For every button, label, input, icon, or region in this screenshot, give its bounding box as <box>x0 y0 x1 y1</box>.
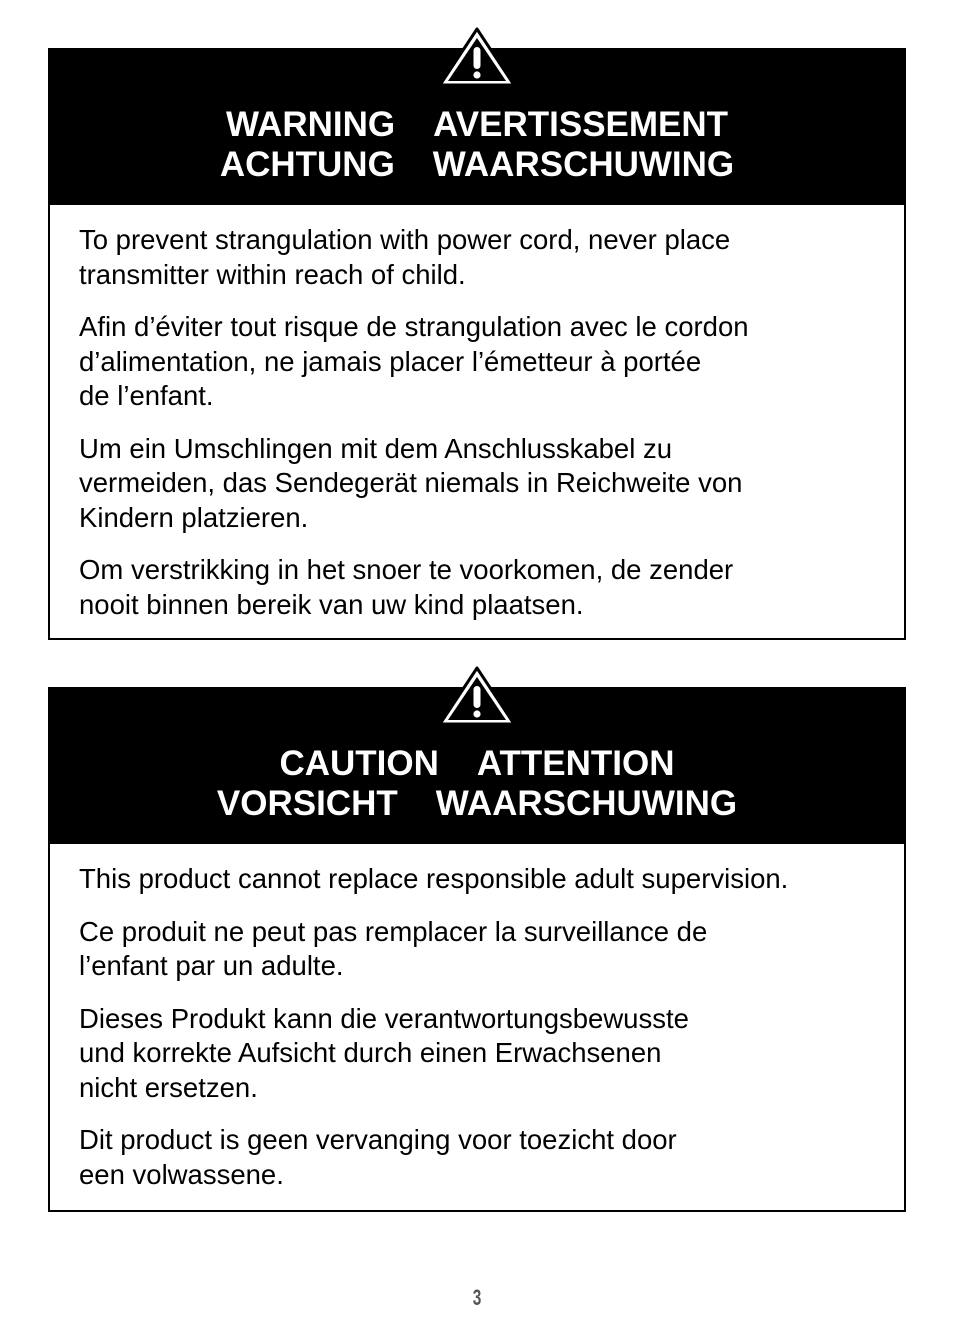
warning-box <box>48 48 906 640</box>
heading-word: ACHTUNG <box>219 145 395 184</box>
text-line: This product cannot replace responsible adult supervision. <box>79 863 789 894</box>
text-line: To prevent strangulation with power cord, never place <box>79 224 731 255</box>
heading-word: WAARSCHUWING <box>432 145 735 184</box>
text-line: vermeiden, das Sendegerät niemals in Reichweite von <box>79 467 743 498</box>
paragraph-french <box>79 915 904 984</box>
caution-body <box>50 844 904 1192</box>
text-line: Um ein Umschlingen mit dem Anschlusskabel zu <box>79 432 673 464</box>
text-line: Dit product is geen vervanging voor toezicht door <box>79 1124 677 1155</box>
heading-word: CAUTION <box>279 744 439 783</box>
warning-header <box>50 50 904 205</box>
heading-word: WAARSCHUWING <box>435 784 738 823</box>
warning-body <box>50 205 904 622</box>
caution-box <box>48 687 906 1212</box>
paragraph-dutch <box>79 553 904 622</box>
paragraph-french <box>79 310 904 414</box>
text-line: Om verstrikking in het snoer te voorkomen, de zender <box>79 554 734 585</box>
text-line: de l’enfant. <box>79 380 214 411</box>
text-line: l’enfant par un adulte. <box>79 950 344 981</box>
warning-triangle-icon <box>437 26 517 88</box>
text-line: een volwassene. <box>79 1158 284 1190</box>
text-line: Kindern platzieren. <box>79 501 309 533</box>
text-line: Afin d’éviter tout risque de strangulation avec le cordon <box>79 311 749 342</box>
warning-triangle-icon <box>437 665 517 727</box>
text-line: und korrekte Aufsicht durch einen Erwachsenen <box>79 1037 662 1068</box>
warning-heading <box>50 105 904 185</box>
caution-header <box>50 689 904 844</box>
paragraph-english <box>79 223 904 292</box>
text-line: nooit binnen bereik van uw kind plaatsen. <box>79 588 584 620</box>
paragraph-dutch <box>79 1123 904 1192</box>
heading-word: VORSICHT <box>216 784 398 823</box>
paragraph-german <box>79 432 904 536</box>
paragraph-german <box>79 1002 904 1106</box>
heading-word: AVERTISSEMENT <box>433 105 729 144</box>
text-line: Ce produit ne peut pas remplacer la surveillance de <box>79 915 708 947</box>
text-line: Dieses Produkt kann die verantwortungsbewusste <box>79 1002 689 1034</box>
page-number: 3 <box>472 1285 482 1310</box>
caution-heading <box>50 744 904 824</box>
heading-word: ATTENTION <box>476 744 675 783</box>
paragraph-english <box>79 862 904 897</box>
text-line: transmitter within reach of child. <box>79 258 466 290</box>
text-line: nicht ersetzen. <box>79 1071 258 1103</box>
text-line: d’alimentation, ne jamais placer l’émetteur à portée <box>79 345 702 377</box>
heading-word: WARNING <box>225 105 396 144</box>
